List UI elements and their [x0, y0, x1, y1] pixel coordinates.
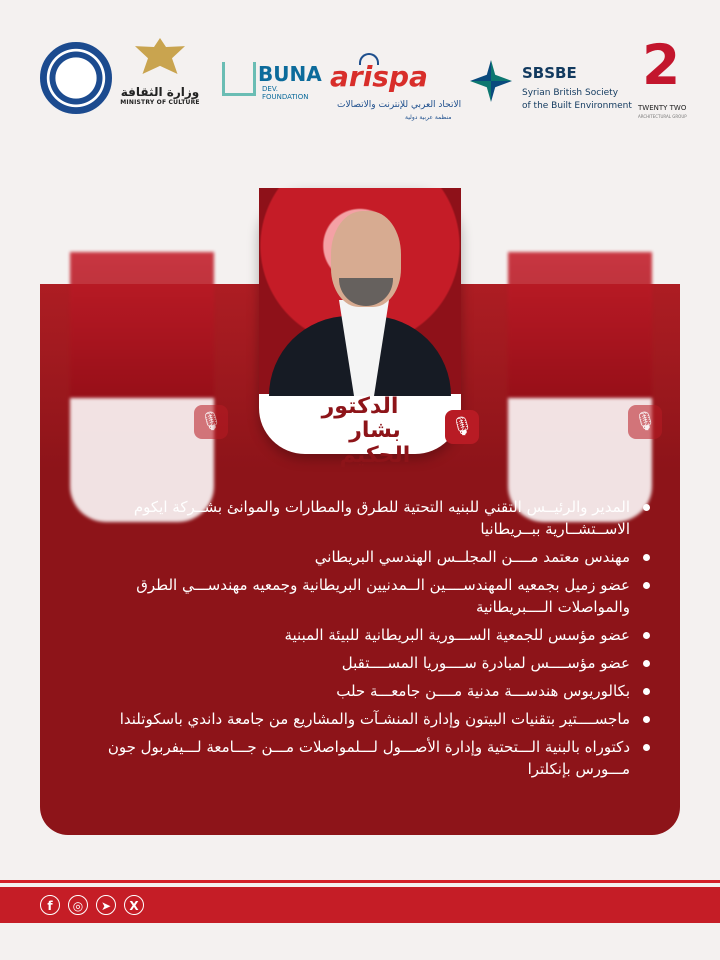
instagram-icon[interactable]: ◎ — [68, 895, 88, 915]
arispa-logo — [325, 48, 465, 130]
sbsbe-logo — [470, 54, 640, 124]
microphone-icon: 🎙 — [445, 410, 479, 444]
speaker-title: الدكتور — [321, 394, 399, 419]
partner-logos — [0, 30, 720, 130]
twenty-two-subtitle: ARCHITECTURAL GROUP — [638, 114, 687, 119]
social-links — [40, 895, 144, 919]
speaker-photo — [259, 188, 461, 394]
blurred-right-speaker-card — [508, 252, 652, 522]
bio-item: عضو زميل بجمعيه المهندســــين الــمدنيين البريطانية وجمعيه مهندســـي الطرق والمواصلات الــــبريطانية — [70, 574, 655, 618]
arispa-arabic-name: الاتحاد العربي للإنترنت والاتصالات — [337, 100, 462, 110]
engineers-syndicate-logo — [40, 42, 112, 114]
sbsbe-line-one: Syrian British Society — [522, 88, 619, 98]
blurred-speaker-photo — [508, 252, 652, 398]
microphone-icon: 🎙 — [194, 405, 228, 439]
bio-item: دكتوراه بالبنية الـــتحتية وإدارة الأصـــول لـــلمواصلات مـــن جـــامعة لـــيفربول جون مـــورس بإنكلترا — [70, 736, 655, 780]
ministry-english-name: MINISTRY OF CULTURE — [120, 99, 200, 106]
arispa-name: arispa — [330, 60, 428, 93]
buna-logo — [222, 60, 322, 101]
blurred-left-speaker-card — [70, 252, 214, 522]
facebook-icon[interactable]: f — [40, 895, 60, 915]
decorative-stripe — [0, 880, 720, 883]
speaker-biography-list — [70, 496, 655, 786]
bio-item: مهندس معتمد مــــن المجلــس الهندسي البريطاني — [70, 546, 655, 568]
twenty-two-mark: 2 — [642, 33, 681, 97]
sbsbe-line-two: of the Built Environment — [522, 101, 632, 111]
bio-item: عضو مؤســــس لمبادرة ســــوريا المســــتقبل — [70, 652, 655, 674]
ministry-of-culture-logo — [120, 38, 200, 130]
bio-item: عضو مؤسس للجمعية الســـورية البريطانية للبيئة المبنية — [70, 624, 655, 646]
x-icon[interactable]: X — [124, 895, 144, 915]
bio-item: المدير والرئيــس التقني للبنيه التحتية للطرق والمطارات والموانئ بشــركة ايكوم الاســتشــارية ببــريطانيا — [70, 496, 655, 540]
buna-subtitle: DEV. FOUNDATION — [262, 85, 309, 101]
main-speaker-card — [259, 188, 461, 468]
eagle-icon — [135, 38, 185, 83]
sbsbe-name: SBSBE — [522, 64, 577, 82]
buna-name: BUNA — [258, 62, 322, 86]
arispa-subtitle: منظمة عربية دولية — [405, 114, 452, 121]
telegram-icon[interactable]: ➤ — [96, 895, 116, 915]
star-icon — [470, 60, 512, 102]
microphone-icon: 🎙 — [628, 405, 662, 439]
bio-item: ماجســــتير بتقنيات البيتون وإدارة المنشـآت والمشاريع من جامعة داندي باسكوتلندا — [70, 708, 655, 730]
speaker-name: بشار الحكيم — [339, 418, 411, 468]
blurred-speaker-photo — [70, 252, 214, 398]
building-icon — [222, 62, 256, 96]
twenty-two-logo — [632, 33, 702, 128]
bio-item: بكالوريوس هندســـة مدنية مــــن جامعـــة حلب — [70, 680, 655, 702]
ministry-arabic-name: وزارة الثقافة — [120, 85, 200, 99]
twenty-two-label: TWENTY TWO — [638, 104, 687, 112]
